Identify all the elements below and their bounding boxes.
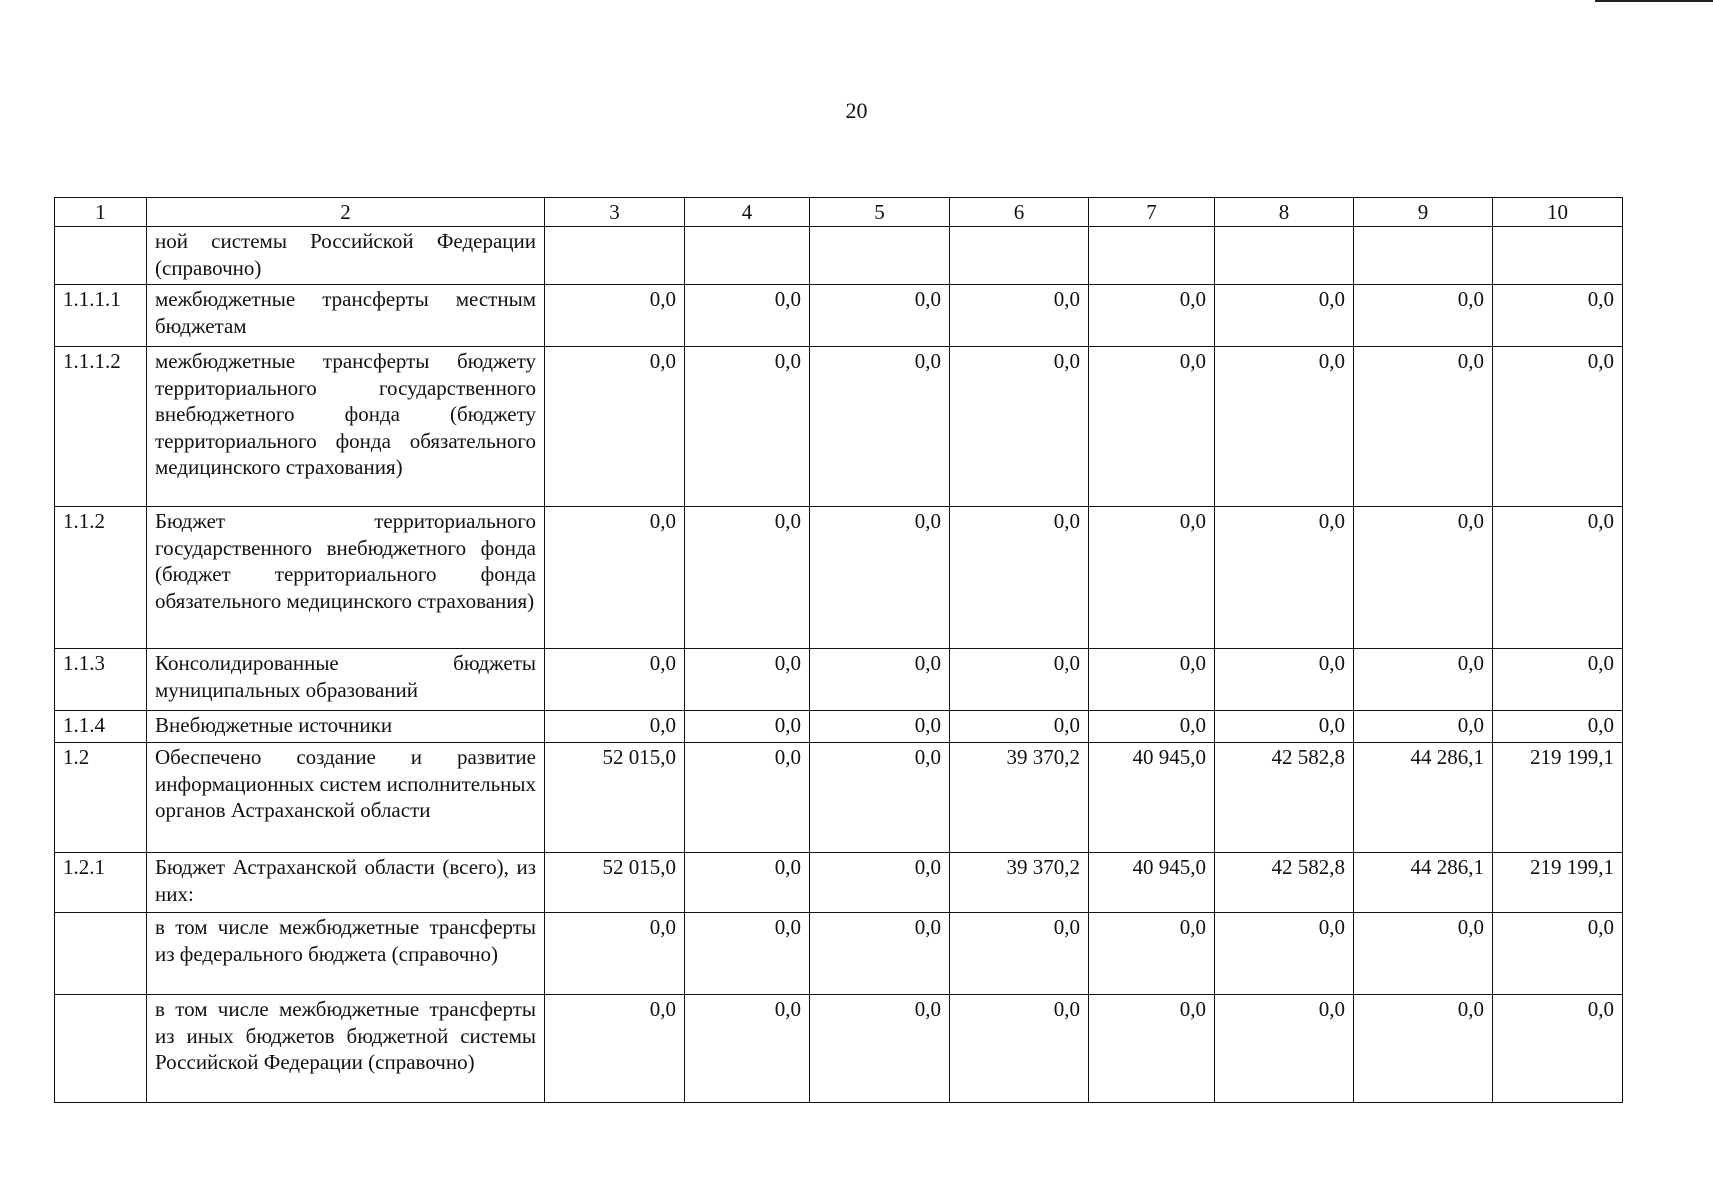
value-cell: 0,0 <box>1493 711 1623 743</box>
value-cell: 0,0 <box>685 285 810 347</box>
table-row <box>55 347 1623 507</box>
value-cell <box>545 227 685 285</box>
value-cell: 52 015,0 <box>545 853 685 913</box>
value-cell: 0,0 <box>1215 285 1354 347</box>
column-number: 8 <box>1215 198 1354 227</box>
value-cell: 0,0 <box>1354 285 1493 347</box>
value-cell: 0,0 <box>950 285 1089 347</box>
value-cell <box>810 227 950 285</box>
value-cell: 0,0 <box>545 285 685 347</box>
column-number: 1 <box>55 198 147 227</box>
budget-table <box>54 197 1623 1103</box>
value-cell: 0,0 <box>810 285 950 347</box>
value-cell: 0,0 <box>685 347 810 507</box>
value-cell <box>1354 227 1493 285</box>
value-cell: 0,0 <box>950 649 1089 711</box>
value-cell <box>685 227 810 285</box>
row-code <box>55 995 147 1103</box>
value-cell <box>1089 227 1215 285</box>
table-row <box>55 913 1623 995</box>
value-cell: 0,0 <box>545 507 685 649</box>
row-code <box>55 913 147 995</box>
value-cell <box>1215 227 1354 285</box>
page-number: 20 <box>845 98 868 123</box>
value-cell: 0,0 <box>1089 347 1215 507</box>
column-number: 5 <box>810 198 950 227</box>
column-number: 10 <box>1493 198 1623 227</box>
value-cell: 0,0 <box>545 711 685 743</box>
column-number-row <box>55 198 1623 227</box>
value-cell: 0,0 <box>810 711 950 743</box>
row-description: ной системы Российской Федерации (справочно) <box>147 227 545 285</box>
value-cell: 0,0 <box>1493 913 1623 995</box>
column-number: 9 <box>1354 198 1493 227</box>
value-cell: 0,0 <box>685 711 810 743</box>
table-row <box>55 227 1623 285</box>
value-cell: 0,0 <box>1215 347 1354 507</box>
row-code: 1.2.1 <box>55 853 147 913</box>
value-cell: 0,0 <box>685 507 810 649</box>
value-cell: 0,0 <box>950 347 1089 507</box>
scan-edge-mark <box>1595 0 1713 2</box>
value-cell: 0,0 <box>1493 347 1623 507</box>
row-description: в том числе межбюджетные трансферты из иных бюджетов бюджетной системы Российской Федерации (справочно) <box>147 995 545 1103</box>
value-cell: 42 582,8 <box>1215 853 1354 913</box>
value-cell: 0,0 <box>1089 649 1215 711</box>
value-cell: 0,0 <box>685 649 810 711</box>
value-cell: 0,0 <box>1215 711 1354 743</box>
table-row <box>55 853 1623 913</box>
row-description: межбюджетные трансферты местным бюджетам <box>147 285 545 347</box>
column-number: 7 <box>1089 198 1215 227</box>
value-cell: 0,0 <box>1354 711 1493 743</box>
value-cell: 0,0 <box>545 347 685 507</box>
value-cell: 0,0 <box>1215 507 1354 649</box>
value-cell: 0,0 <box>685 853 810 913</box>
row-code: 1.2 <box>55 743 147 853</box>
value-cell: 0,0 <box>1089 507 1215 649</box>
column-number: 6 <box>950 198 1089 227</box>
value-cell: 40 945,0 <box>1089 853 1215 913</box>
value-cell: 0,0 <box>1089 913 1215 995</box>
row-code: 1.1.2 <box>55 507 147 649</box>
value-cell: 0,0 <box>1354 347 1493 507</box>
value-cell: 0,0 <box>950 913 1089 995</box>
value-cell: 219 199,1 <box>1493 853 1623 913</box>
value-cell: 0,0 <box>1215 995 1354 1103</box>
value-cell: 0,0 <box>810 649 950 711</box>
value-cell: 0,0 <box>1089 995 1215 1103</box>
value-cell: 0,0 <box>1493 285 1623 347</box>
value-cell: 40 945,0 <box>1089 743 1215 853</box>
value-cell: 0,0 <box>545 649 685 711</box>
row-description: Бюджет территориального государственного внебюджетного фонда (бюджет территориального фонда обязательного медицинского страхования) <box>147 507 545 649</box>
value-cell: 219 199,1 <box>1493 743 1623 853</box>
value-cell: 0,0 <box>1089 711 1215 743</box>
table-row <box>55 995 1623 1103</box>
column-number: 2 <box>147 198 545 227</box>
column-number: 3 <box>545 198 685 227</box>
value-cell: 42 582,8 <box>1215 743 1354 853</box>
value-cell: 0,0 <box>810 507 950 649</box>
value-cell: 0,0 <box>1354 649 1493 711</box>
value-cell: 52 015,0 <box>545 743 685 853</box>
value-cell: 0,0 <box>1493 995 1623 1103</box>
row-code <box>55 227 147 285</box>
table-row <box>55 507 1623 649</box>
value-cell: 0,0 <box>545 995 685 1103</box>
value-cell: 0,0 <box>810 743 950 853</box>
value-cell: 0,0 <box>1215 913 1354 995</box>
value-cell: 0,0 <box>810 347 950 507</box>
value-cell: 44 286,1 <box>1354 743 1493 853</box>
row-code: 1.1.1.2 <box>55 347 147 507</box>
table-row <box>55 711 1623 743</box>
value-cell: 0,0 <box>1354 913 1493 995</box>
table-row <box>55 285 1623 347</box>
value-cell: 0,0 <box>950 507 1089 649</box>
value-cell: 39 370,2 <box>950 743 1089 853</box>
row-description: в том числе межбюджетные трансферты из федерального бюджета (справочно) <box>147 913 545 995</box>
row-description: Внебюджетные источники <box>147 711 545 743</box>
row-description: Обеспечено создание и развитие информационных систем исполнительных органов Астраханской области <box>147 743 545 853</box>
table-row <box>55 649 1623 711</box>
value-cell: 0,0 <box>810 995 950 1103</box>
row-code: 1.1.4 <box>55 711 147 743</box>
value-cell: 39 370,2 <box>950 853 1089 913</box>
row-code: 1.1.3 <box>55 649 147 711</box>
row-code: 1.1.1.1 <box>55 285 147 347</box>
value-cell: 0,0 <box>810 913 950 995</box>
column-number: 4 <box>685 198 810 227</box>
value-cell: 0,0 <box>1215 649 1354 711</box>
value-cell <box>950 227 1089 285</box>
value-cell: 0,0 <box>810 853 950 913</box>
row-description: Консолидированные бюджеты муниципальных образований <box>147 649 545 711</box>
value-cell: 0,0 <box>1493 507 1623 649</box>
value-cell: 0,0 <box>545 913 685 995</box>
value-cell: 0,0 <box>1493 649 1623 711</box>
value-cell: 0,0 <box>1354 507 1493 649</box>
value-cell: 0,0 <box>685 913 810 995</box>
value-cell: 0,0 <box>950 995 1089 1103</box>
value-cell: 0,0 <box>950 711 1089 743</box>
value-cell: 44 286,1 <box>1354 853 1493 913</box>
value-cell: 0,0 <box>1354 995 1493 1103</box>
value-cell: 0,0 <box>685 995 810 1103</box>
value-cell: 0,0 <box>1089 285 1215 347</box>
value-cell: 0,0 <box>685 743 810 853</box>
row-description: межбюджетные трансферты бюджету территориального государственного внебюджетного фонда (бюджету территориального фонда обязательного медицинского страхования) <box>147 347 545 507</box>
row-description: Бюджет Астраханской области (всего), из них: <box>147 853 545 913</box>
table-row <box>55 743 1623 853</box>
value-cell <box>1493 227 1623 285</box>
